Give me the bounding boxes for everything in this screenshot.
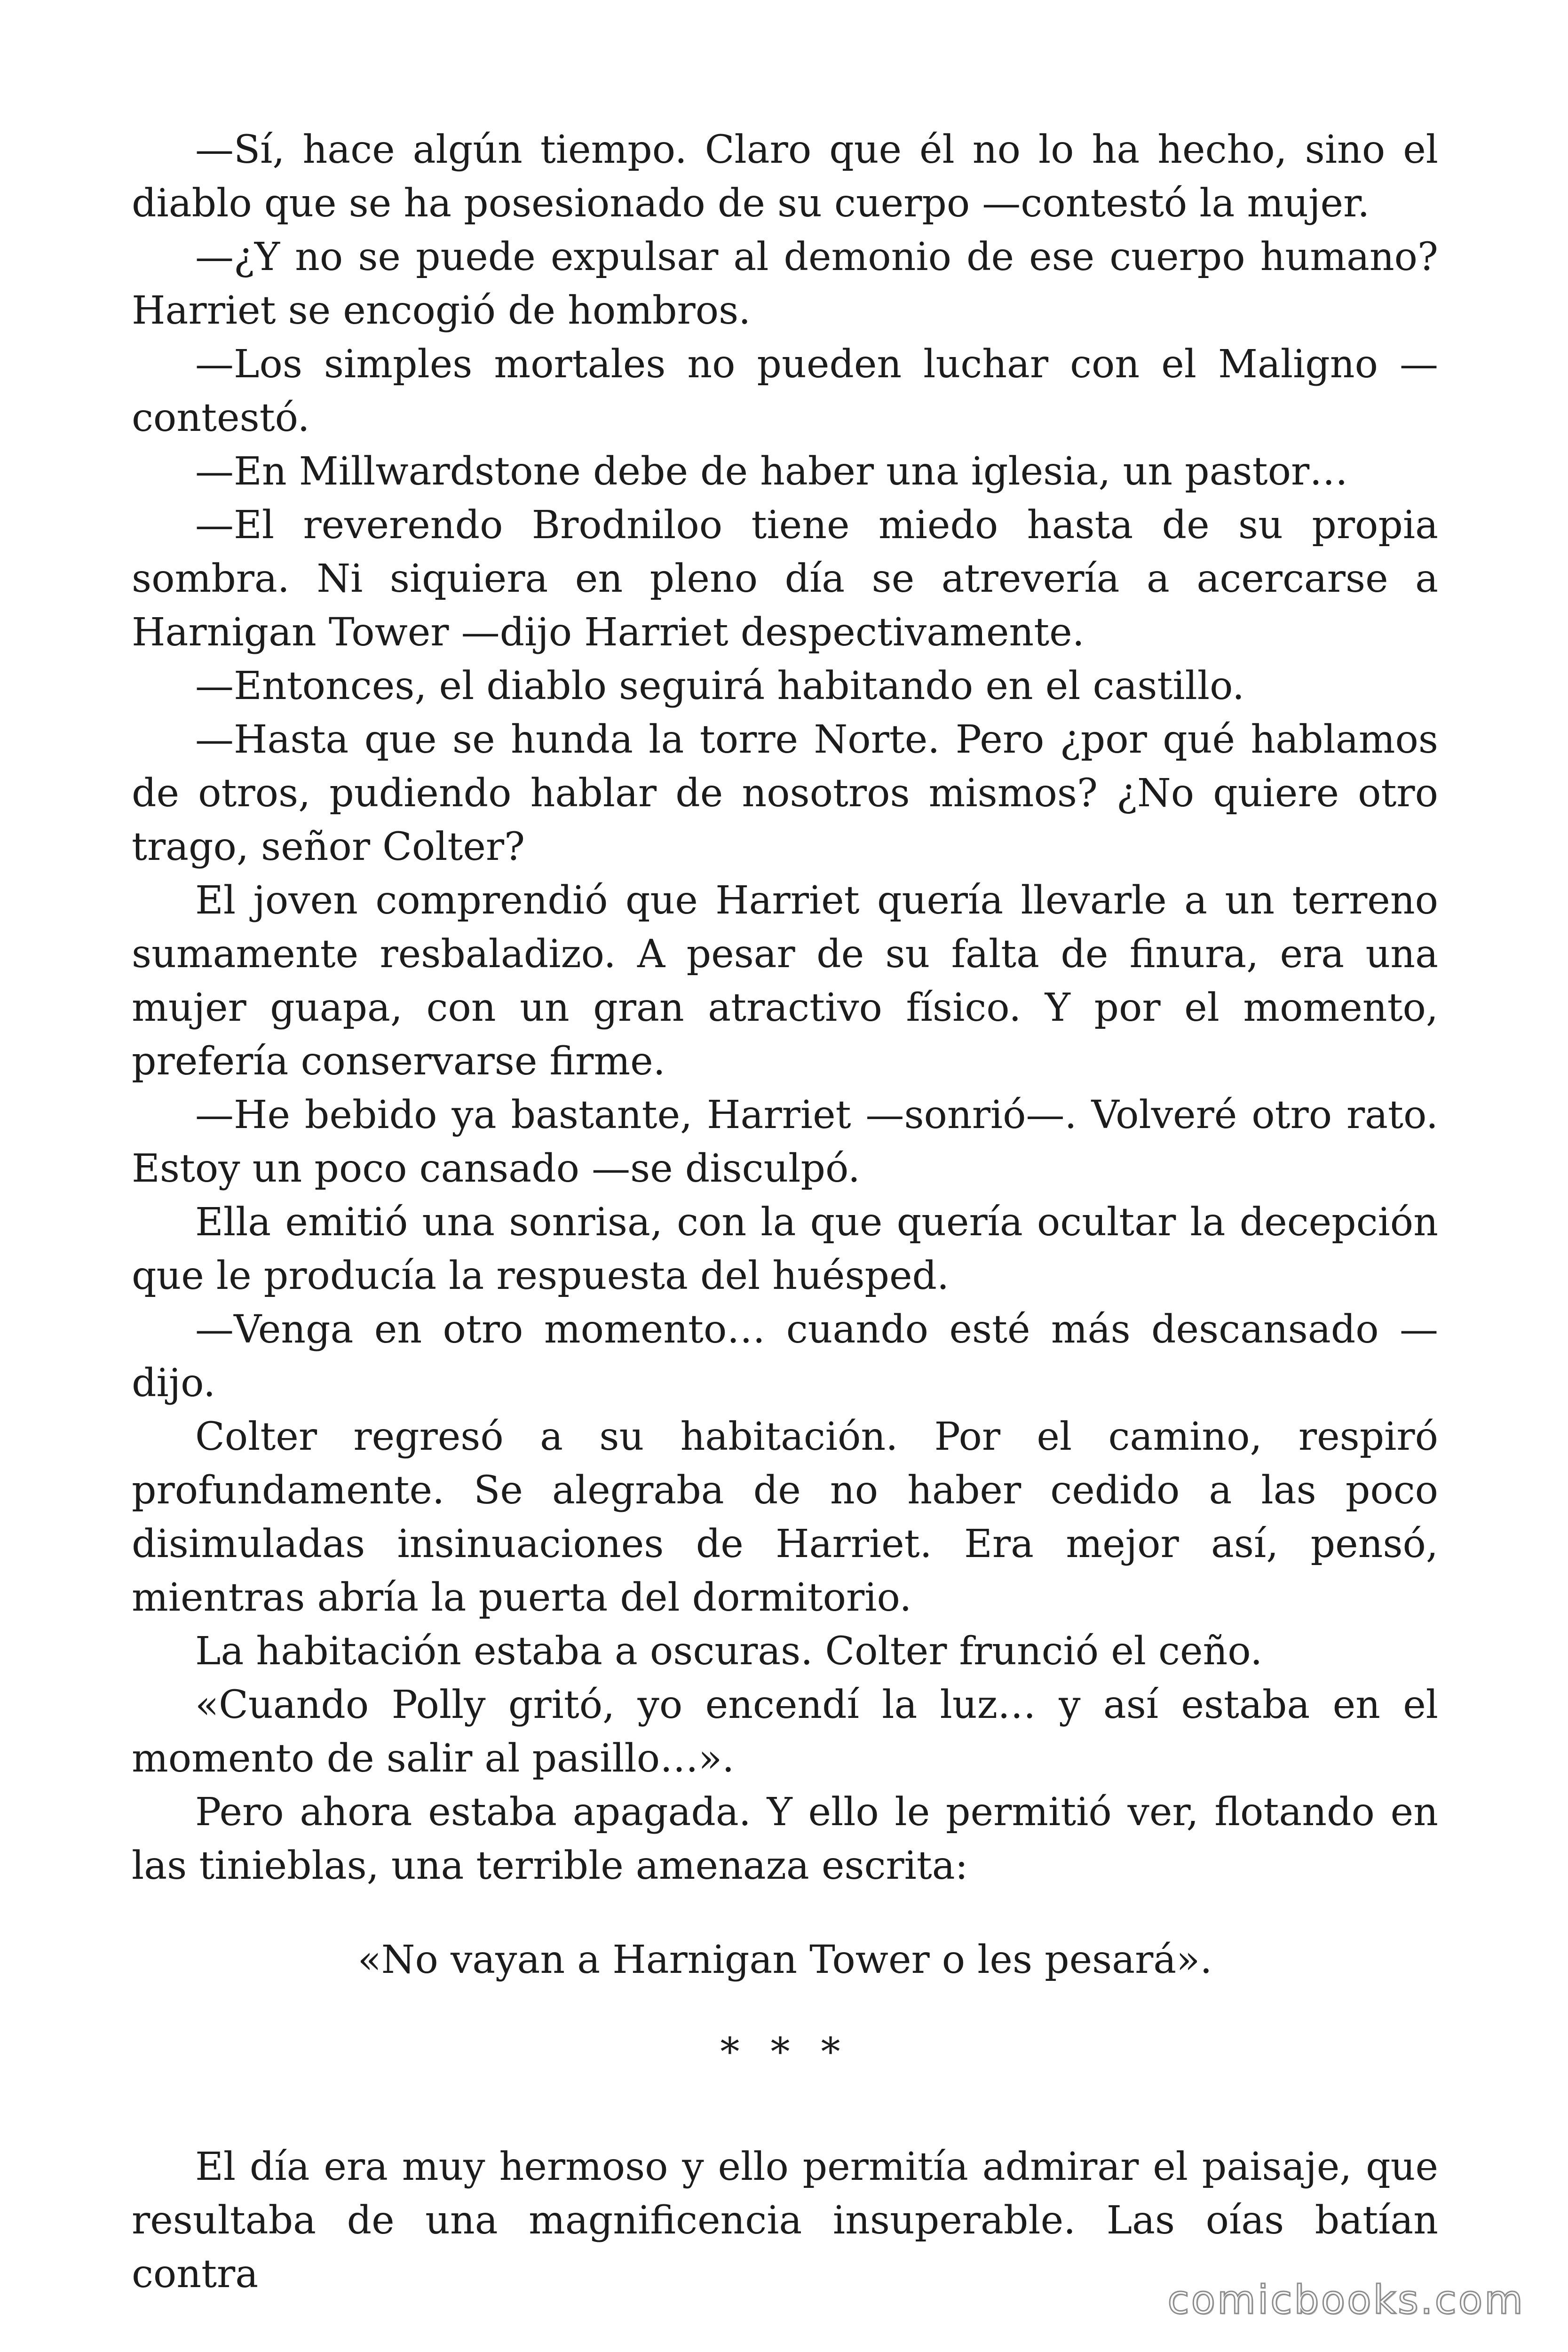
paragraph: Ella emitió una sonrisa, con la que quería ocultar la decepción que le producía la respuesta del huésped.	[132, 1200, 1438, 1298]
paragraph: Pero ahora estaba apagada. Y ello le permitió ver, flotando en las tinieblas, una terrible amenaza escrita:	[132, 1790, 1438, 1888]
paragraph: —Sí, hace algún tiempo. Claro que él no lo ha hecho, sino el diablo que se ha posesionado de su cuerpo —contestó la mujer.	[132, 127, 1438, 226]
paragraph: —Entonces, el diablo seguirá habitando en el castillo.	[195, 664, 1245, 708]
paragraph: —En Millwardstone debe de haber una iglesia, un pastor…	[195, 449, 1348, 494]
paragraph: La habitación estaba a oscuras. Colter frunció el ceño.	[195, 1629, 1263, 1674]
paragraph: —He bebido ya bastante, Harriet —sonrió—. Volveré otro rato. Estoy un poco cansado —se disculpó.	[132, 1093, 1438, 1191]
watermark: comicbooks.com	[1167, 2277, 1525, 2323]
paragraph: —Los simples mortales no pueden luchar con el Maligno —contestó.	[132, 342, 1438, 440]
paragraph: Colter regresó a su habitación. Por el camino, respiró profundamente. Se alegraba de no haber cedido a las poco disimuladas insinuaciones de Harriet. Era mejor así, pensó, mientras abría la puerta del dormitorio.	[132, 1414, 1438, 1620]
paragraph: —Hasta que se hunda la torre Norte. Pero ¿por qué hablamos de otros, pudiendo hablar de nosotros mismos? ¿No quiere otro trago, señor Colter?	[132, 717, 1438, 869]
paragraph: El joven comprendió que Harriet quería llevarle a un terreno sumamente resbaladizo. A pesar de su falta de finura, era una mujer guapa, con un gran atractivo físico. Y por el momento, prefería conservarse firme.	[132, 878, 1438, 1084]
paragraph: —El reverendo Brodniloo tiene miedo hasta de su propia sombra. Ni siquiera en pleno día se atrevería a acercarse a Harnigan Tower —dijo Harriet despectivamente.	[132, 503, 1438, 655]
paragraph: —Venga en otro momento… cuando esté más descansado —dijo.	[132, 1307, 1438, 1406]
section-separator: * * *	[720, 2030, 850, 2074]
closing-paragraph: El día era muy hermoso y ello permitía admirar el paisaje, que resultaba de una magnificencia insuperable. Las oías batían contra	[132, 2145, 1438, 2296]
paragraph: «Cuando Polly gritó, yo encendí la luz… y así estaba en el momento de salir al pasillo…».	[132, 1683, 1438, 1781]
threat-quote: «No vayan a Harnigan Tower o les pesará».	[357, 1938, 1212, 1982]
page-text	[132, 123, 1438, 2301]
paragraph: —¿Y no se puede expulsar al demonio de ese cuerpo humano? Harriet se encogió de hombros.	[132, 235, 1438, 333]
